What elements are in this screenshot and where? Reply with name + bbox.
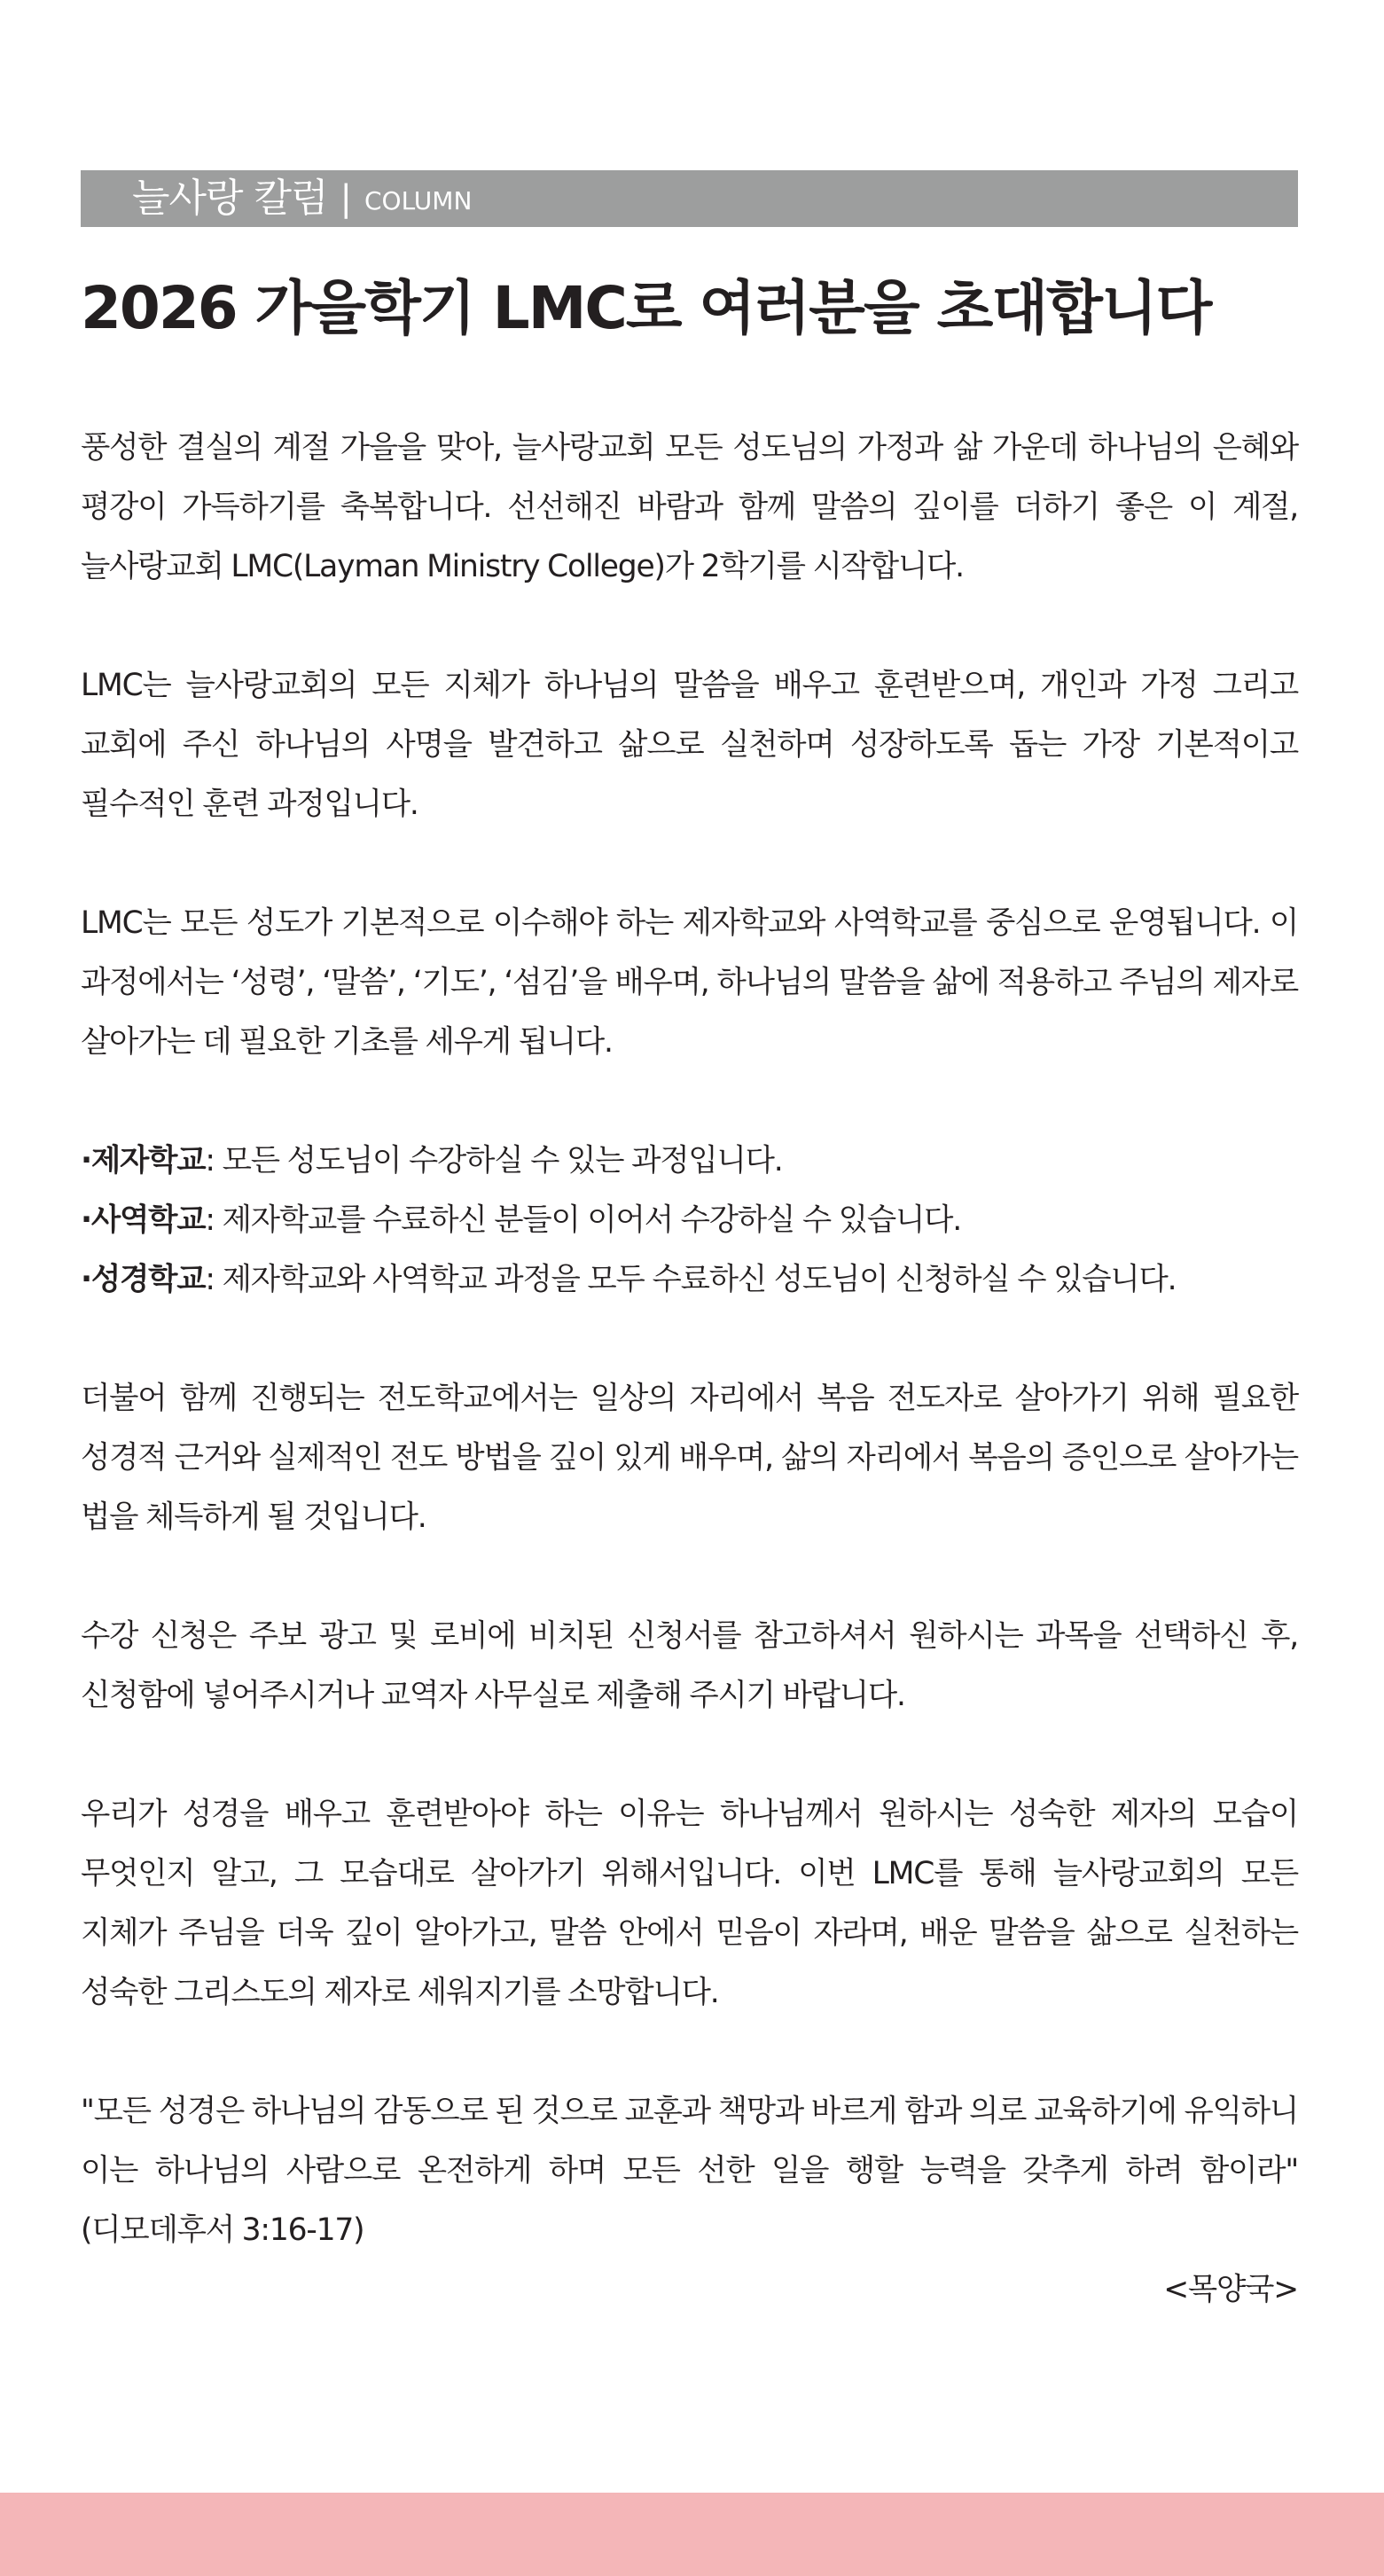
course-item-ministry [81,1191,1298,1250]
column-header-title: 늘사랑 칼럼 [132,176,328,221]
column-header-separator: | [340,178,352,219]
course-term: 사역학교 [90,1202,206,1238]
column-header-subtitle: COLUMN [364,186,473,215]
paragraph-scripture-quote: "모든 성경은 하나님의 감동으로 된 것으로 교훈과 책망과 바르게 함과 의로 교육하기에 유익하니 이는 하나님의 사람으로 온전하게 하며 모든 선한 일을 행할 능력을 갖추게 하려 함이라"(디모데후서 3:16-17) [81,2094,1298,2248]
course-desc: : 제자학교를 수료하신 분들이 이어서 수강하실 수 있습니다. [205,1202,962,1238]
column-header-bar [81,170,1298,227]
course-list [81,1131,1298,1310]
course-term: 성경학교 [90,1262,206,1297]
footer-band [0,2493,1384,2576]
paragraph-lmc-intro: LMC는 늘사랑교회의 모든 지체가 하나님의 말씀을 배우고 훈련받으며, 개인과 가정 그리고 교회에 주신 하나님의 사명을 발견하고 삶으로 실천하며 성장하도록 돕는 가장 기본적이고 필수적인 훈련 과정입니다. [81,668,1298,822]
paragraph-purpose: 우리가 성경을 배우고 훈련받아야 하는 이유는 하나님께서 원하시는 성숙한 제자의 모습이 무엇인지 알고, 그 모습대로 살아가기 위해서입니다. 이번 LMC를 통해 늘사랑교회의 모든 지체가 주님을 더욱 깊이 알아가고, 말씀 안에서 믿음이 자라며, 배운 말씀을 삶으로 실천하는 성숙한 그리스도의 제자로 세워지기를 소망합니다. [81,1797,1298,2010]
course-item-disciple [81,1131,1298,1191]
course-bullet: · [81,1143,91,1178]
course-bullet: · [81,1262,91,1297]
paragraph-lmc-structure: LMC는 모든 성도가 기본적으로 이수해야 하는 제자학교와 사역학교를 중심으로 운영됩니다. 이 과정에서는 ‘성령’, ‘말씀’, ‘기도’, ‘섬김’을 배우며, 하나님의 말씀을 삶에 적용하고 주님의 제자로 살아가는 데 필요한 기초를 세우게 됩니다. [81,905,1298,1060]
course-item-bible [81,1250,1298,1310]
course-term: 제자학교 [90,1143,206,1178]
course-bullet: · [81,1202,91,1238]
article-title: 2026 가을학기 LMC로 여러분을 초대합니다 [81,274,1211,342]
course-desc: : 제자학교와 사역학교 과정을 모두 수료하신 성도님이 신청하실 수 있습니다. [205,1262,1177,1297]
paragraph-greeting: 풍성한 결실의 계절 가을을 맞아, 늘사랑교회 모든 성도님의 가정과 삶 가운데 하나님의 은혜와 평강이 가득하기를 축복합니다. 선선해진 바람과 함께 말씀의 깊이를 더하기 좋은 이 계절, 늘사랑교회 LMC(Layman Ministry College)가 2학기를 시작합니다. [81,430,1298,584]
course-desc: : 모든 성도님이 수강하실 수 있는 과정입니다. [205,1143,783,1178]
paragraph-registration: 수강 신청은 주보 광고 및 로비에 비치된 신청서를 참고하셔서 원하시는 과목을 선택하신 후, 신청함에 넣어주시거나 교역자 사무실로 제출해 주시기 바랍니다. [81,1618,1298,1713]
author-signature: <목양국> [1163,2272,1298,2307]
paragraph-evangelism: 더불어 함께 진행되는 전도학교에서는 일상의 자리에서 복음 전도자로 살아가기 위해 필요한 성경적 근거와 실제적인 전도 방법을 깊이 있게 배우며, 삶의 자리에서 복음의 증인으로 살아가는 법을 체득하게 될 것입니다. [81,1381,1298,1535]
article-body [81,419,1298,2320]
